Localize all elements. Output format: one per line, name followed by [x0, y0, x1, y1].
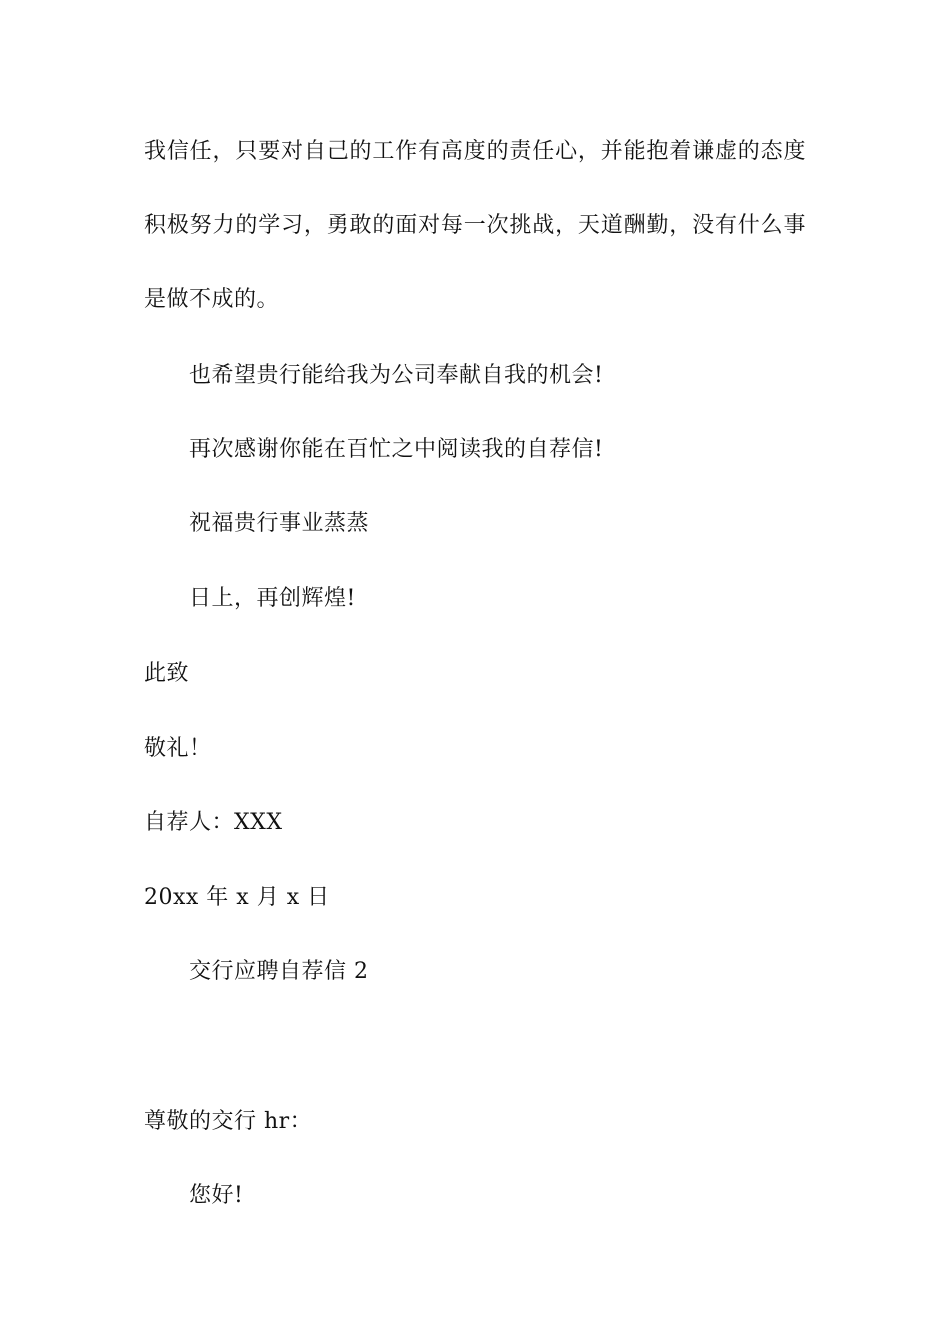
- hope-paragraph: 也希望贵行能给我为公司奉献自我的机会!: [189, 363, 604, 388]
- salutation-line: 尊敬的交行 hr：: [144, 1109, 313, 1134]
- paragraph-line: 我信任，只要对自己的工作有高度的责任心，并能抱着谦虚的态度: [144, 139, 806, 164]
- paragraph-line: 是做不成的。: [144, 287, 280, 312]
- wish-line-2: 日上，再创辉煌!: [189, 586, 356, 611]
- closing-line-2: 敬礼！: [144, 736, 212, 761]
- paragraph-line: 积极努力的学习，勇敢的面对每一次挑战，天道酬勤，没有什么事: [144, 213, 806, 238]
- closing-line-1: 此致: [144, 661, 190, 686]
- thanks-paragraph: 再次感谢你能在百忙之中阅读我的自荐信!: [189, 437, 604, 462]
- wish-line-1: 祝福贵行事业蒸蒸: [189, 511, 370, 536]
- signature-line: 自荐人：XXX: [144, 810, 283, 835]
- section-title: 交行应聘自荐信 2: [189, 959, 369, 984]
- date-line: 20xx 年 x 月 x 日: [144, 885, 330, 910]
- greeting-line: 您好!: [189, 1183, 244, 1208]
